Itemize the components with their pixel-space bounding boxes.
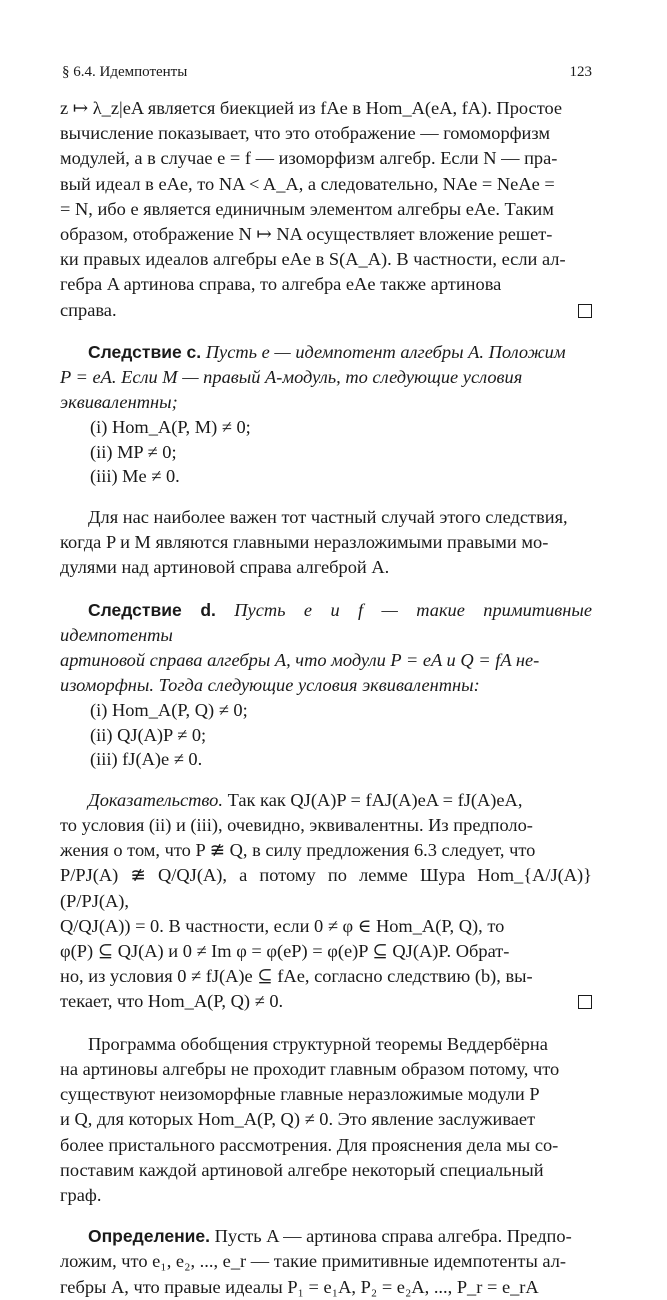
text-line: ки правых идеалов алгебры eAe в S(A_A). В частности, если ал- [60, 249, 566, 270]
text-line: граф. [60, 1184, 102, 1205]
condition-item: (i) Hom_A(P, M) ≠ 0; [90, 417, 251, 438]
text-line: поставим каждой артиновой алгебре некоторый специальный [60, 1159, 544, 1180]
qed-square-icon [578, 995, 592, 1009]
paragraph-remark [60, 505, 592, 581]
proof [60, 788, 592, 1015]
text-line: Определение. Пусть A — артинова справа алгебра. Предпо- [88, 1226, 572, 1247]
page-body [60, 96, 592, 1300]
text-line: но, из условия 0 ≠ fJ(A)e ⊆ fAe, согласно следствию (b), вы- [60, 966, 533, 987]
text-line: существуют неизоморфные главные неразложимые модули P [60, 1084, 540, 1105]
text-line: вычисление показывает, что это отображение — гомоморфизм [60, 123, 551, 144]
paragraph-program [60, 1032, 592, 1208]
text-line: Программа обобщения структурной теоремы Веддербёрна [88, 1033, 548, 1054]
text-line: на артиновы алгебры не проходит главным образом потому, что [60, 1058, 560, 1079]
corollary-c-label: Следствие c. [88, 341, 202, 362]
corollary-d-label: Следствие d. [88, 599, 216, 620]
text-line: артиновой справа алгебры A, что модули P = eA и Q = fA не- [60, 649, 540, 670]
text-line: справа. [60, 298, 592, 323]
text-line: модулей, а в случае e = f — изоморфизм алгебр. Если N — пра- [60, 148, 558, 169]
definition [60, 1224, 592, 1300]
text-line: когда P и M являются главными неразложимыми правыми мо- [60, 532, 549, 553]
text-line: вый идеал в eAe, то NA < A_A, а следовательно, NAe = NeAe = [60, 173, 555, 194]
text-line: Доказательство. Так как QJ(A)P = fAJ(A)eA = fJ(A)eA, [88, 789, 523, 810]
text-line: гебры A, что правые идеалы P₁ = e₁A, P₂ = e₂A, ..., P_r = e_rA [60, 1276, 539, 1297]
text-line: более пристального рассмотрения. Для прояснения дела мы со- [60, 1134, 559, 1155]
text-line: дулями над артиновой справа алгеброй A. [60, 557, 390, 578]
text-line: эквивалентны; [60, 392, 178, 413]
text-line: образом, отображение N ↦ NA осуществляет вложение решет- [60, 224, 553, 245]
text-line: Следствие c. Пусть e — идемпотент алгебры A. Положим [88, 341, 566, 362]
section-title: § 6.4. Идемпотенты [62, 64, 188, 80]
proof-label: Доказательство. [88, 789, 223, 810]
text-line: ложим, что e₁, e₂, ..., e_r — такие примитивные идемпотенты ал- [60, 1251, 567, 1272]
text-line: z ↦ λ_z|eA является биекцией из fAe в Hom_A(eA, fA). Простое [60, 98, 563, 118]
text-line: P/PJ(A) ≇ Q/QJ(A), а потому по лемме Шура Hom_{A/J(A)}(P/PJ(A), [60, 865, 592, 911]
paragraph-proof-end [60, 96, 592, 323]
qed-square-icon [578, 304, 592, 318]
definition-label: Определение. [88, 1226, 210, 1247]
text-line: Для нас наиболее важен тот частный случай этого следствия, [88, 506, 568, 527]
text-line: φ(P) ⊆ QJ(A) и 0 ≠ Im φ = φ(eP) = φ(e)P ⊆ QJ(A)P. Обрат- [60, 941, 510, 962]
condition-item: (ii) MP ≠ 0; [90, 441, 177, 462]
corollary-d [60, 598, 592, 772]
condition-item: (ii) QJ(A)P ≠ 0; [90, 724, 207, 745]
text-line: изоморфны. Тогда следующие условия эквивалентны: [60, 675, 480, 696]
running-header [62, 64, 592, 81]
text-line: гебра A артинова справа, то алгебра eAe также артинова [60, 274, 502, 295]
page-number: 123 [569, 64, 592, 80]
condition-item: (i) Hom_A(P, Q) ≠ 0; [90, 700, 248, 721]
text-line: Q/QJ(A)) = 0. В частности, если 0 ≠ φ ∈ Hom_A(P, Q), то [60, 915, 505, 936]
text-line: жения о том, что P ≇ Q, в силу предложения 6.3 следует, что [60, 840, 536, 861]
text-line: Следствие d. Пусть e и f — такие примитивные идемпотенты [60, 599, 592, 645]
corollary-c [60, 340, 592, 489]
condition-item: (iii) Me ≠ 0. [90, 466, 180, 487]
text-line: то условия (ii) и (iii), очевидно, эквивалентны. Из предполо- [60, 815, 533, 836]
condition-item: (iii) fJ(A)e ≠ 0. [90, 749, 203, 770]
text-line: текает, что Hom_A(P, Q) ≠ 0. [60, 989, 592, 1014]
text-line: и Q, для которых Hom_A(P, Q) ≠ 0. Это явление заслуживает [60, 1109, 536, 1130]
text-line: = N, ибо e является единичным элементом алгебры eAe. Таким [60, 198, 554, 219]
text-line: P = eA. Если M — правый A-модуль, то следующие условия [60, 367, 523, 388]
